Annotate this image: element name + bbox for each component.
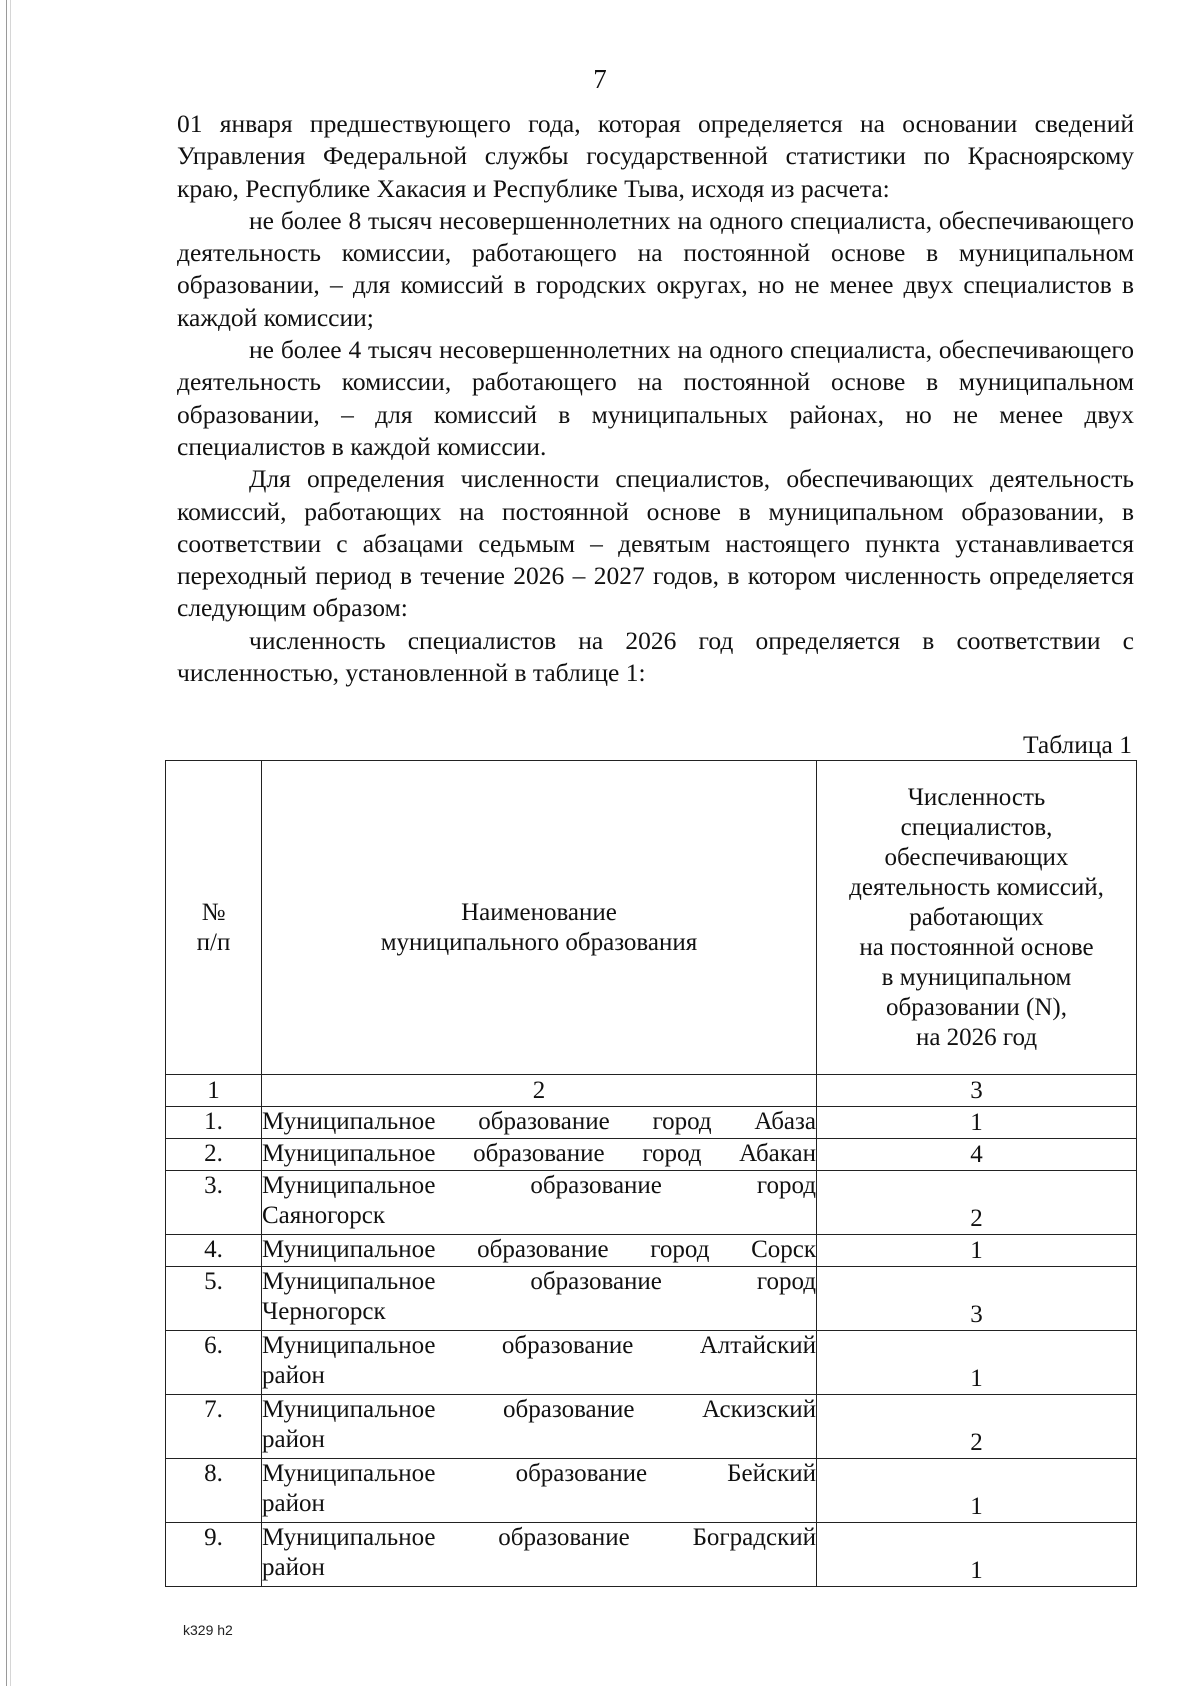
municipality-name [262,1459,817,1523]
municipality-name [262,1395,817,1459]
table-row [166,1331,1137,1395]
municipality-name-line: район [262,1554,325,1581]
municipality-name-line: Муниципальное образование Бейский [262,1460,816,1487]
municipality-name-line: Муниципальное образование город [262,1172,816,1199]
specialist-count: 4 [817,1139,1137,1171]
header-count-line: работающих [909,903,1044,931]
municipality-name-line: Муниципальное образование Аскизский [262,1396,816,1423]
header-name [262,761,817,1075]
table-row [166,1523,1137,1587]
table-row [166,1395,1137,1459]
scan-left-edge [6,0,7,1686]
row-number: 6. [166,1331,262,1395]
page-number: 7 [593,64,607,94]
paragraph-urban-districts: не более 8 тысяч несовершеннолетних на одного специалиста, обеспечивающего деятельность комиссии, работающего на постоянной основе в муниципальном образовании, – для комиссий в городских округах, но не менее двух специалистов в каждой комиссии; [177,205,1134,332]
row-number: 7. [166,1395,262,1459]
table-caption: Таблица 1 [1022,730,1132,759]
municipality-name-line: район [262,1490,325,1517]
row-number: 9. [166,1523,262,1587]
row-number: 8. [166,1459,262,1523]
header-num-line: № [201,898,226,926]
document-body [177,108,1134,689]
header-count-line: обеспечивающих [884,843,1069,871]
column-index: 1 [166,1075,262,1107]
row-number: 3. [166,1171,262,1235]
header-count-line: Численность [907,783,1046,811]
row-number: 4. [166,1235,262,1267]
row-number: 5. [166,1267,262,1331]
table-row [166,1171,1137,1235]
municipality-name-line: район [262,1426,325,1453]
paragraph-table-reference: численность специалистов на 2026 год определяется в соответствии с численностью, установленной в таблице 1: [177,625,1134,688]
table-row [166,1459,1137,1523]
specialist-count: 2 [817,1395,1137,1459]
municipality-name: Муниципальное образование город Сорск [262,1235,817,1267]
municipality-name-line: Муниципальное образование Алтайский [262,1332,816,1359]
specialist-count: 1 [817,1459,1137,1523]
header-count-line: на 2026 год [915,1023,1038,1051]
specialist-count: 1 [817,1523,1137,1587]
column-index: 3 [817,1075,1137,1107]
municipality-name [262,1331,817,1395]
paragraph-transition-period: Для определения численности специалистов, обеспечивающих деятельность комиссий, работающих на постоянной основе в муниципальном образовании, в соответствии с абзацами седьмым – девятым настоящего пункта устанавливается переходный период в течение 2026 – 2027 годов, в котором численность определяется следующим образом: [177,464,1134,623]
header-count-line: деятельность комиссий, [849,873,1104,901]
header-num [166,761,262,1075]
municipality-name-line: Черногорск [262,1298,386,1325]
specialist-count: 1 [817,1107,1137,1139]
paragraph-municipal-districts: не более 4 тысяч несовершеннолетних на одного специалиста, обеспечивающего деятельность комиссии, работающего на постоянной основе в муниципальном образовании, – для комиссий в муниципальных районах, но не менее двух специалистов в каждой комиссии. [177,335,1134,461]
municipality-name-line: район [262,1362,325,1389]
table-row [166,1107,1137,1139]
table-row [166,1235,1137,1267]
municipality-name [262,1171,817,1235]
header-num-line: п/п [196,928,231,956]
municipality-name: Муниципальное образование город Абаза [262,1107,817,1139]
row-number: 2. [166,1139,262,1171]
document-code: k329 h2 [183,1622,233,1638]
municipality-name [262,1267,817,1331]
scan-left-edge-secondary [10,0,11,1686]
table-row [166,1267,1137,1331]
column-index: 2 [262,1075,817,1107]
specialist-count: 1 [817,1331,1137,1395]
specialist-count: 3 [817,1267,1137,1331]
header-count-line: на постоянной основе [859,933,1094,961]
header-count [817,761,1137,1075]
specialists-table [165,760,1137,1587]
municipality-name: Муниципальное образование город Абакан [262,1139,817,1171]
specialist-count: 2 [817,1171,1137,1235]
column-index-row [166,1075,1137,1107]
header-name-line: Наименование [461,898,617,926]
municipality-name-line: Муниципальное образование город [262,1268,816,1295]
municipality-name-line: Саяногорск [262,1202,386,1229]
specialist-count: 1 [817,1235,1137,1267]
header-count-line: в муниципальном [881,963,1072,991]
table-row [166,1139,1137,1171]
paragraph-continuation: 01 января предшествующего года, которая определяется на основании сведений Управления Федеральной службы государственной статистики по Красноярскому краю, Республике Хакасия и Республике Тыва, исходя из расчета: [177,109,1134,203]
header-name-line: муниципального образования [380,928,698,956]
header-count-line: образовании (N), [886,993,1067,1021]
municipality-name [262,1523,817,1587]
table-header-row [166,761,1137,1075]
row-number: 1. [166,1107,262,1139]
header-count-line: специалистов, [900,813,1053,841]
municipality-name-line: Муниципальное образование Боградский [262,1524,816,1551]
